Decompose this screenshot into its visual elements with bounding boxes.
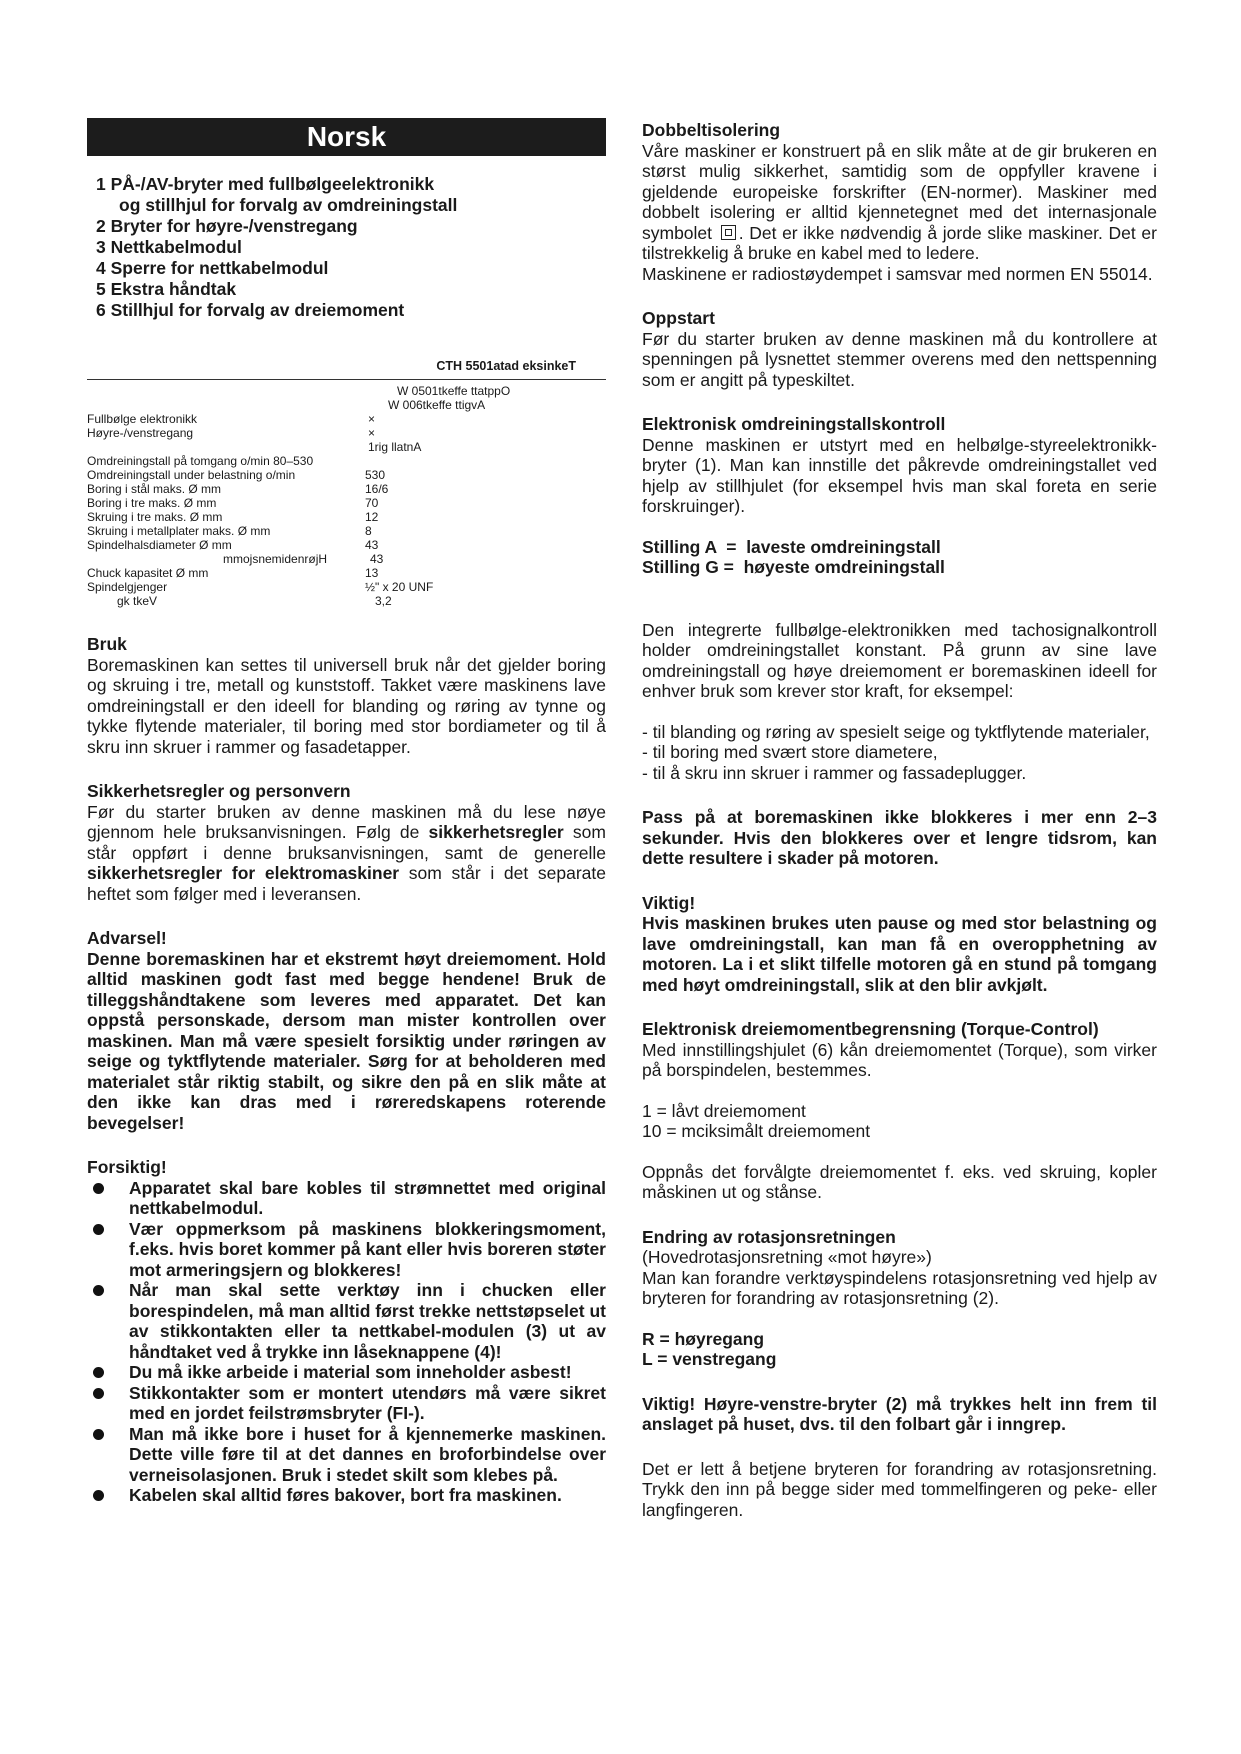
spec-value: ×: [368, 412, 376, 426]
bullet-icon: [93, 1388, 104, 1399]
section-text: Maskinene er radiostøydempet i samsvar med normen EN 55014.: [642, 263, 1153, 284]
section-pass: [642, 807, 1157, 869]
section-elektronisk: [642, 414, 1157, 578]
spec-label: Høyre-/venstregang: [87, 426, 194, 440]
spec-value: 530: [365, 468, 386, 482]
section-integrert: [642, 620, 1157, 784]
spec-label: Skruing i tre maks. Ø mm: [87, 510, 223, 524]
warning-list: [87, 1178, 606, 1506]
direction-left: L = venstregang: [642, 1349, 777, 1369]
section-endring: [642, 1227, 1157, 1370]
dash-item: - til boring med svært store diametere,: [642, 742, 938, 762]
spacer: [642, 1081, 1157, 1101]
list-item-text: Man må ikke bore i huset for å kjennemerke maskinen. Dette ville føre til at det dannes en broforbindelse over verneisolasjonen. Bruk i stedet skilt som klebes på.: [129, 1423, 606, 1485]
list-item-text: Du må ikke arbeide i material som inneholder asbest!: [129, 1362, 572, 1382]
section-torque: [642, 1019, 1157, 1203]
spec-divider: [87, 379, 606, 380]
spacer: [642, 702, 1157, 722]
spec-label: gk tkeV: [117, 594, 158, 608]
list-item: [87, 1362, 606, 1383]
spec-value: 16/6: [365, 482, 389, 496]
list-item-text: Stikkontakter som er montert utendørs må være sikret med en jordet feilstrømsbryter (FI-).: [129, 1382, 606, 1423]
setting-a: Stilling A = laveste omdreiningstall: [642, 536, 941, 557]
torque-low: 1 = låvt dreiemoment: [642, 1100, 806, 1121]
part-item: 5 Ekstra håndtak: [96, 279, 237, 299]
parts-list: [87, 174, 606, 321]
section-text: Den integrerte fullbølge-elektronikken med tachosignalkontroll holder omdreiningstallet konstant. På grunn av sine lave omdreiningstall og høye dreiemoment er boremaskinen ideell for enhver bruk som krever stor kraft, for eksempel:: [642, 619, 1157, 701]
spec-label: mmojsnemidenrøjH: [223, 552, 328, 566]
spec-label: Boring i tre maks. Ø mm: [87, 496, 217, 510]
text-run-bold: sikkerhetsregler for elektromaskiner: [87, 863, 400, 883]
section-heading: Endring av rotasjonsretningen: [642, 1226, 896, 1247]
text-run: . Det er ikke nødvendig å jorde slike maskiner. Det er tilstrekkelig å bruke en kabel med to ledere.: [642, 222, 1157, 263]
spec-label: Spindelgjenger: [87, 580, 168, 594]
section-text: Boremaskinen kan settes til universell bruk når det gjelder boring og skruing i tre, metall og kunststoff. Takket være maskinens lave omdreiningstall er den ideell for blanding og røring av tynne og tykke flytende materialer, til boring med stor bordiameter og til å skru inn skruer i rammer og fasadetapper.: [87, 654, 606, 757]
spacer: [642, 1142, 1157, 1162]
spec-label: Chuck kapasitet Ø mm: [87, 566, 209, 580]
left-column: [87, 118, 606, 1506]
bullet-icon: [93, 1490, 104, 1501]
section-text: Hvis maskinen brukes uten pause og med stor belastning og lave omdreiningstall, kan man få en overopphetning av motoren. La i et slikt tilfelle motoren gå en stund på tomgang med høyt omdreiningstall, slik at den blir avkjølt.: [642, 913, 1157, 995]
section-text: Det er lett å betjene bryteren for forandring av rotasjonsretning. Trykk den inn på begge sider med tommelfingeren og peke- eller langfingeren.: [642, 1458, 1157, 1520]
section-heading: Bruk: [87, 634, 127, 654]
text-run: som står i det separate heftet som følger med i leveransen.: [87, 863, 606, 904]
part-item: 3 Nettkabelmodul: [96, 237, 242, 257]
torque-high: 10 = mciksimålt dreiemoment: [642, 1121, 871, 1141]
section-subtitle: (Hovedrotasjonsretning «mot høyre»): [642, 1247, 932, 1267]
part-item: og stillhjul for forvalg av omdreiningstall: [119, 195, 458, 215]
section-text: [87, 802, 606, 905]
spec-label: Boring i stål maks. Ø mm: [87, 482, 222, 496]
bullet-icon: [93, 1367, 104, 1378]
spec-label: Skruing i metallplater maks. Ø mm: [87, 524, 271, 538]
text-run: Før du starter bruken av denne maskinen må du lese nøye gjennom hele bruksanvisningen. Følg de: [87, 801, 606, 842]
list-item-text: Når man skal sette verktøy inn i chucken eller borespindelen, må man alltid først trekke nettstøpselet ut av stikkontakten eller ta nettkabel-modulen (3) ut av håndtaket ved å trykke inn låseknappene (4)!: [129, 1280, 606, 1362]
section-heading: Advarsel!: [87, 928, 167, 948]
spec-power-out: W 006tkeffe ttigvA: [388, 398, 486, 412]
list-item: [87, 1424, 606, 1486]
spec-value: 3,2: [375, 594, 392, 608]
spec-value: ½" x 20 UNF: [365, 580, 434, 594]
dash-item: - til blanding og røring av spesielt seige og tyktflytende materialer,: [642, 721, 1150, 742]
section-text: Denne boremaskinen har et ekstremt høyt dreiemoment. Hold alltid maskinen godt fast med begge hendene! Bruk de tilleggshåndtakene som leveres med apparatet. Det kan oppstå personskade, dersom man mister kontrollen over maskinen. Man må være spesielt forsiktig under røringen av seige og tyktflytende materialer. Sørg for at beholderen med materialet står riktig stabilt, og sikre den på en slik måte at den ikke kan dras med i røreredskapens roterende bevegelser!: [87, 948, 606, 1133]
section-forsiktig: [87, 1157, 606, 1506]
spec-label: Omdreiningstall under belastning o/min: [87, 468, 296, 482]
section-text: Denne maskinen er utstyrt med en helbølge-styreelektronikk-bryter (1). Man kan innstille det påkrevde omdreiningstallet ved hjelp av stillhjulet (for eksempel hvis man skal foreta en serie forskruinger).: [642, 434, 1157, 516]
list-item-text: Kabelen skal alltid føres bakover, bort fra maskinen.: [129, 1485, 562, 1505]
section-sikkerhet: [87, 781, 606, 904]
part-item: 2 Bryter for høyre-/venstregang: [96, 216, 358, 236]
section-heading: Oppstart: [642, 308, 715, 328]
spec-label: Spindelhalsdiameter Ø mm: [87, 538, 232, 552]
spec-label: Fullbølge elektronikk: [87, 412, 198, 426]
section-text: [642, 141, 1157, 264]
list-item: [87, 1178, 606, 1219]
section-viktig-2: [642, 1394, 1157, 1435]
spacer: [642, 517, 1157, 537]
spec-value: 12: [365, 510, 379, 524]
section-dobbeltisolering: [642, 120, 1157, 284]
dash-item: - til å skru inn skruer i rammer og fassadeplugger.: [642, 762, 1027, 783]
right-column: [642, 120, 1157, 1520]
section-oppstart: [642, 308, 1157, 390]
section-last: [642, 1459, 1157, 1521]
section-bruk: [87, 634, 606, 757]
bullet-icon: [93, 1224, 104, 1235]
spec-power-in: W 0501tkeffe ttatppO: [397, 384, 511, 398]
list-item: [87, 1383, 606, 1424]
section-heading: Dobbeltisolering: [642, 120, 781, 140]
language-banner: Norsk: [87, 118, 606, 156]
spec-table: [87, 359, 606, 608]
list-item: [87, 1219, 606, 1281]
bullet-icon: [93, 1429, 104, 1440]
list-item: [87, 1485, 606, 1506]
text-run: Våre maskiner er konstruert på en slik måte at de gir brukeren en størst mulig sikkerhet, samtidig som de oppfyller kravene i gjeldende europeiske forskrifter (EN-normer). Maskiner med dobbelt isolering er alltid kjennetegnet med det internasjonale symbolet: [642, 140, 1157, 243]
list-item-text: Apparatet skal bare kobles til strømnettet med original nettkabelmodul.: [129, 1177, 606, 1218]
section-viktig: [642, 893, 1157, 996]
section-heading: Elektronisk dreiemomentbegrensning (Torque-Control): [642, 1019, 1099, 1039]
section-text: Med innstillingshjulet (6) kån dreiemomentet (Torque), som virker på borspindelen, bestemmes.: [642, 1039, 1157, 1080]
section-text: Oppnås det forvålgte dreiemomentet f. eks. ved skruing, kopler måskinen ut og stånse.: [642, 1161, 1157, 1202]
spec-value: 70: [365, 496, 379, 510]
section-text: Pass på at boremaskinen ikke blokkeres i mer enn 2–3 sekunder. Hvis den blokkeres over et lengre tidsrom, kan dette resultere i skader på motoren.: [642, 807, 1157, 868]
setting-g: Stilling G = høyeste omdreiningstall: [642, 557, 945, 577]
section-advarsel: [87, 928, 606, 1133]
part-item: 1 PÅ-/AV-bryter med fullbølgeelektronikk: [96, 174, 435, 194]
bullet-icon: [93, 1183, 104, 1194]
section-heading: Sikkerhetsregler og personvern: [87, 781, 351, 801]
spec-value: ×: [368, 426, 376, 440]
list-item-text: Vær oppmerksom på maskinens blokkeringsmoment, f.eks. hvis boret kommer på kant eller hvis boreren støter mot armeringsjern og blokkeres!: [129, 1218, 606, 1280]
spec-value: 8: [365, 524, 372, 538]
section-text: Viktig! Høyre-venstre-bryter (2) må trykkes helt inn frem til anslaget på huset, dvs. til den folbart går i inngrep.: [642, 1393, 1157, 1434]
bullet-icon: [93, 1285, 104, 1296]
direction-right: R = høyregang: [642, 1328, 765, 1349]
spacer: [642, 1309, 1157, 1329]
text-run: som står oppført i denne bruksanvisningen, samt de generelle: [87, 822, 606, 863]
spec-value: 13: [365, 566, 379, 580]
spec-header: CTH 5501atad eksinkeT: [436, 359, 576, 373]
list-item: [87, 1280, 606, 1362]
spec-value: 1rig llatnA: [368, 440, 422, 454]
section-text: Man kan forandre verktøyspindelens rotasjonsretning ved hjelp av bryteren for forandring av rotasjonsretning (2).: [642, 1267, 1157, 1308]
part-item: 6 Stillhjul for forvalg av dreiemoment: [96, 300, 405, 320]
text-run-bold: sikkerhetsregler: [428, 822, 564, 842]
spec-label: Omdreiningstall på tomgang o/min 80–530: [87, 454, 314, 468]
spec-value: 43: [365, 538, 379, 552]
section-heading: Viktig!: [642, 892, 696, 913]
spec-value: 43: [370, 552, 384, 566]
part-item: 4 Sperre for nettkabelmodul: [96, 258, 329, 278]
section-text: Før du starter bruken av denne maskinen må du kontrollere at spenningen på lysnettet stemmer overens med den nettspenning som er angitt på typeskiltet.: [642, 328, 1157, 390]
section-heading: Forsiktig!: [87, 1157, 167, 1177]
section-heading: Elektronisk omdreiningstallskontroll: [642, 414, 946, 434]
double-insulation-icon: [721, 225, 736, 240]
